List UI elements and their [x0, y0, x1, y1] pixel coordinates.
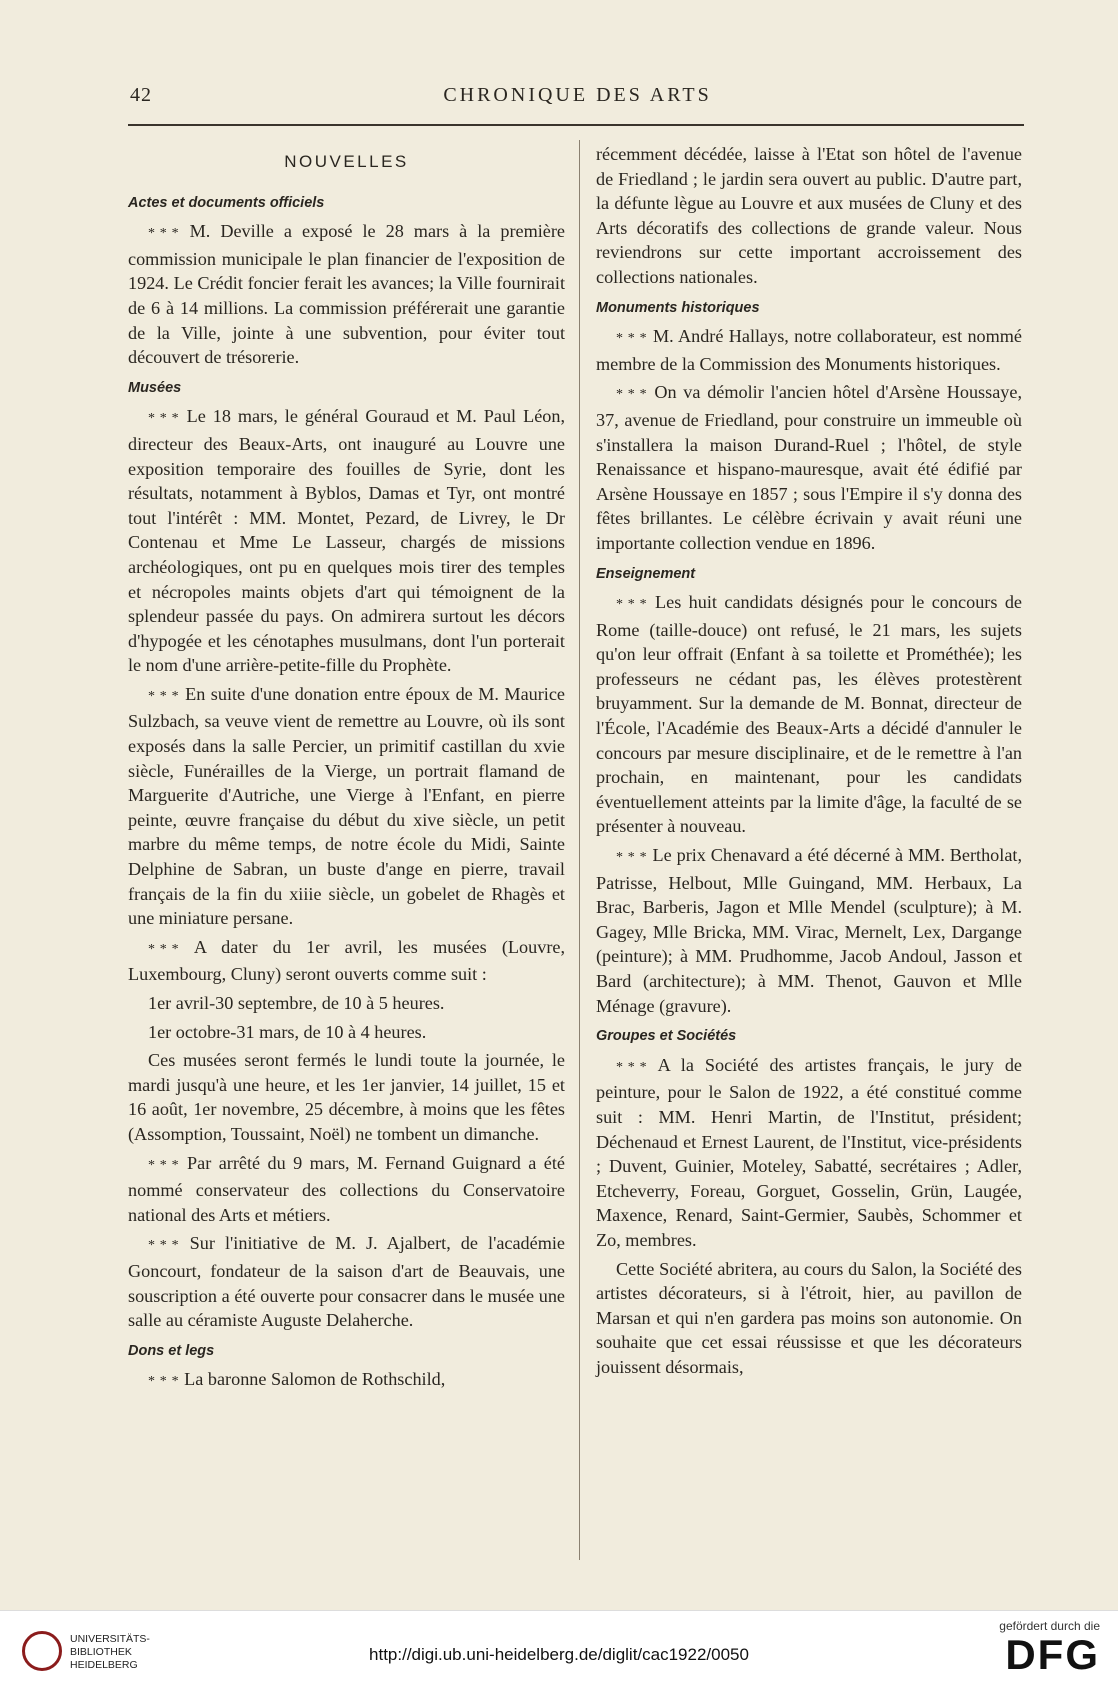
running-title: CHRONIQUE DES ARTS [443, 84, 712, 106]
asterism-mark: * * * [148, 1238, 180, 1254]
item-decorateurs: Cette Société abritera, au cours du Salon, la Société des artistes décorateurs, si à l'étroit, hier, au pavillon de Marsan et qui n'en gardera pas moins son autonomie. On souhaite que cet essai réussisse et que les décorateurs jouissent désormais, [596, 1258, 1022, 1377]
rubric-musees: Musées [128, 379, 182, 396]
digitization-footer [0, 1610, 1118, 1694]
item-fermes: Ces musées seront fermés le lundi toute la journée, le mardi jusqu'à une heure, et les 1er janvier, 14 juillet, 15 et 16 août, 1er novembre, 25 décembre, à moins que les fêtes (Assomption, Toussaint, Noël) ne tombent un dimanche. [128, 1050, 565, 1144]
rubric-monuments: Monuments historiques [596, 299, 760, 316]
asterism-mark: * * * [616, 850, 648, 866]
section-title: NOUVELLES [284, 152, 409, 171]
item-hallays: * * * M. André Hallays, notre collaborateur, est nommé membre de la Commission des Monuments historiques. [596, 326, 1023, 374]
rubric-groupes: Groupes et Sociétés [596, 1028, 737, 1045]
rubric-dons: Dons et legs [128, 1342, 215, 1359]
item-rothschild-cont: récemment décédée, laisse à l'Etat son hôtel de l'avenue de Friedland ; le jardin sera ouvert au public. D'autre part, la défunte lègue au Louvre et aux musées de Cluny et des Arts décoratifs des collections de grande valeur. Nous reviendrons sur cette important accroissement des collections nationales. [596, 144, 1022, 287]
header-rule [128, 124, 1024, 126]
asterism-mark: * * * [148, 1157, 180, 1173]
item-sulzbach: * * * En suite d'une donation entre époux de M. Maurice Sulzbach, sa veuve vient de remettre au Louvre, où ils sont exposés dans la salle Percier, un primitif castillan du xvie siècle, Funérailles de la Vierge, un portrait flamand de Marguerite d'Autriche, une Vierge à l'Enfant, en pierre peinte, œuvre française du début du xive siècle, un petit marbre du même temps, de notre école du Midi, Sainte Delphine de Sabran, un buste d'ange en pierre, travail français de la fin du xiiie siècle, un gobelet de Rhagès et une miniature persane. [128, 683, 566, 929]
dfg-logo: DFG [1005, 1631, 1100, 1678]
item-avril-hours: 1er avril-30 septembre, de 10 à 5 heures. [148, 993, 445, 1013]
asterism-mark: * * * [148, 1374, 180, 1390]
item-houssaye: * * * On va démolir l'ancien hôtel d'Arsène Houssaye, 37, avenue de Friedland, pour construire un immeuble où s'installera la maison Durand-Ruel ; l'hôtel, de style Renaissance et hispano-mauresque, avait été édifié par Arsène Houssaye en 1857 ; sous l'Empire il s'y donna des fêtes brillantes. Le célèbre écrivain y avait réuni une importante collection vendue en 1896. [596, 382, 1022, 553]
asterism-mark: * * * [148, 226, 180, 242]
asterism-mark: * * * [148, 941, 180, 957]
item-gouraud: * * * Le 18 mars, le général Gouraud et M. Paul Léon, directeur des Beaux-Arts, ont inauguré au Louvre une exposition temporaire des fouilles de Syrie, dont les résultats, notamment à Byblos, Damas et Tyr, ont montré tout l'intérêt : MM. Montet, Pezard, de Livrey, le Dr Contenau et Mme Le Lasseur, chargés de missions archéologiques, ont pu en quelques mois tirer des temples et nécropoles maints objets d'art qui témoignent de la splendeur passée du pays. On admirera surtout les décors d'hypogée et les cénotaphes musulmans, dont l'un porterait le nom d'une arrière-petite-fille du Prophète. [128, 406, 565, 676]
asterism-mark: * * * [616, 387, 648, 403]
rubric-enseignement: Enseignement [596, 565, 696, 582]
asterism-mark: * * * [616, 597, 648, 613]
library-name: UNIVERSITÄTS- BIBLIOTHEK HEIDELBERG [70, 1633, 150, 1671]
page-number: 42 [130, 84, 152, 106]
item-octobre-hours: 1er octobre-31 mars, de 10 à 4 heures. [148, 1021, 427, 1042]
item-rome: * * * Les huit candidats désignés pour le concours de Rome (taille-douce) ont refusé, le 21 mars, les sujets qu'on leur offrait (Enfant à sa toilette et Prométhée); les professeurs ne cédant pas, les élèves protestèrent bruyamment. Sur la demande de M. Bonnat, directeur de l'École, l'Académie des Beaux-Arts a décidé d'annuler le concours par mesure disciplinaire, et de le remettre à l'an prochain, en maintenant, pour les candidats éventuellement atteints par la limite d'âge, la faculté de se présenter à nouveau. [596, 592, 1023, 837]
asterism-mark: * * * [616, 331, 648, 347]
permalink[interactable]: http://digi.ub.uni-heidelberg.de/diglit/cac1922/0050 [369, 1645, 749, 1664]
rubric-actes: Actes et documents officiels [128, 194, 325, 211]
left-column [128, 142, 565, 1399]
asterism-mark: * * * [148, 688, 180, 704]
column-divider [579, 140, 580, 1560]
item-chenavard: * * * Le prix Chenavard a été décerné à MM. Bertholat, Patrisse, Helbout, Mlle Guingand, MM. Herbaux, La Brac, Barberis, Jagon et Mlle Mendel (sculpture); à M. Gagey, Mlle Bricka, MM. Virac, Mernelt, Lex, Dargange (peinture); à MM. Prudhomme, Jacob Andoul, Jasson et Bard (architecture); à MM. Thenot, Gauvon et Mlle Ménage (gravure). [596, 845, 1022, 1016]
page-header [130, 84, 1025, 114]
asterism-mark: * * * [148, 411, 180, 427]
asterism-mark: * * * [616, 1059, 648, 1075]
item-rothschild: * * * La baronne Salomon de Rothschild, [148, 1369, 446, 1390]
funded-by-label: gefördert durch die [999, 1619, 1100, 1633]
item-avril: * * * A dater du 1er avril, les musées (Louvre, Luxembourg, Cluny) seront ouverts comme suit : [128, 936, 565, 985]
item-deville: * * * M. Deville a exposé le 28 mars à la première commission municipale le plan financier de l'exposition de 1924. Le Crédit foncier ferait les avances; la Ville fournirait de 6 à 14 millions. La commission préférerait une garantie de la Ville, jointe à une subvention, pour éviter tout découvert de trésorerie. [128, 221, 565, 368]
right-column [596, 142, 1022, 1384]
item-jury: * * * A la Société des artistes français, le jury de peinture, pour le Salon de 1922, a été constitué comme suit : MM. Henri Martin, de l'Institut, président; Déchenaud et Ernest Laurent, de l'Institut, vice-présidents ; Duvent, Guinier, Moteley, Sabatté, secrétaires ; Adler, Etcheverry, Foreau, Gorguet, Gosselin, Grün, Laugée, Maxence, Renard, Saint-Germier, Saubès, Schommer et Zo, membres. [596, 1054, 1022, 1250]
funding-logo [999, 1619, 1100, 1677]
item-guignard: * * * Par arrêté du 9 mars, M. Fernand Guignard a été nommé conservateur des collections du Conservatoire national des Arts et métiers. [128, 1152, 566, 1225]
item-ajalbert: * * * Sur l'initiative de M. J. Ajalbert, de l'académie Goncourt, fondateur de la saison d'art de Beauvais, une souscription a été ouverte pour consacrer dans le musée une salle au céramiste Auguste Delaherche. [128, 1233, 565, 1331]
